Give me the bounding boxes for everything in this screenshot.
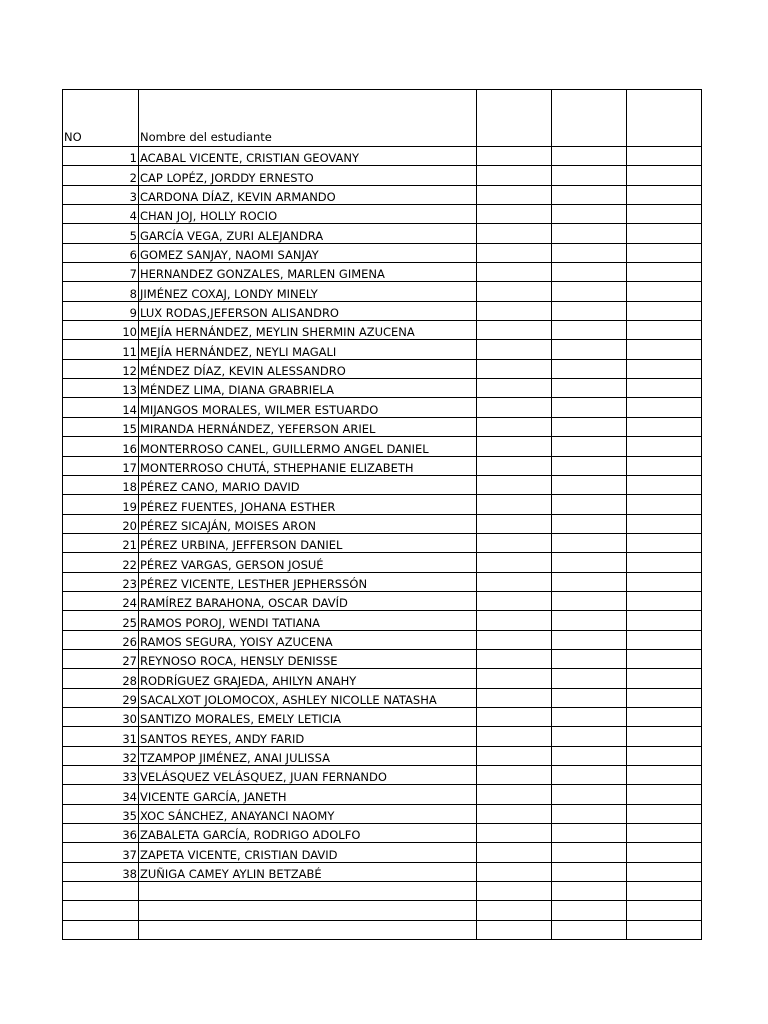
- blank-cell: [627, 824, 702, 843]
- header-student-name: Nombre del estudiante: [139, 90, 477, 147]
- blank-cell: [552, 669, 627, 688]
- table-row: [63, 572, 702, 591]
- student-name: PÉREZ CANO, MARIO DAVID: [139, 475, 477, 494]
- student-number: 28: [63, 669, 139, 688]
- blank-cell: [477, 727, 552, 746]
- student-name: MIJANGOS MORALES, WILMER ESTUARDO: [139, 398, 477, 417]
- blank-cell: [627, 456, 702, 475]
- blank-cell: [552, 862, 627, 881]
- student-name: TZAMPOP JIMÉNEZ, ANAI JULISSA: [139, 746, 477, 765]
- blank-cell: [627, 495, 702, 514]
- blank-cell: [552, 727, 627, 746]
- blank-cell: [627, 649, 702, 668]
- blank-cell: [552, 572, 627, 591]
- table-row: [63, 804, 702, 823]
- table-row: [63, 688, 702, 707]
- student-name: RODRÍGUEZ GRAJEDA, AHILYN ANAHY: [139, 669, 477, 688]
- header-blank-column: [552, 90, 627, 147]
- blank-cell: [477, 417, 552, 436]
- blank-cell: [627, 533, 702, 552]
- student-name: ZAPETA VICENTE, CRISTIAN DAVID: [139, 843, 477, 862]
- student-number: 26: [63, 630, 139, 649]
- student-name: VELÁSQUEZ VELÁSQUEZ, JUAN FERNANDO: [139, 766, 477, 785]
- blank-cell: [552, 901, 627, 920]
- student-number: 11: [63, 340, 139, 359]
- table-row: [63, 882, 702, 901]
- student-name: PÉREZ FUENTES, JOHANA ESTHER: [139, 495, 477, 514]
- blank-cell: [552, 437, 627, 456]
- blank-cell: [477, 514, 552, 533]
- blank-cell: [477, 862, 552, 881]
- blank-cell: [477, 611, 552, 630]
- blank-cell: [627, 746, 702, 765]
- table-row: [63, 359, 702, 378]
- blank-cell: [627, 804, 702, 823]
- student-number: 27: [63, 649, 139, 668]
- blank-cell: [627, 572, 702, 591]
- blank-cell: [477, 224, 552, 243]
- blank-cell: [627, 862, 702, 881]
- blank-cell: [477, 901, 552, 920]
- blank-cell: [477, 669, 552, 688]
- student-number: [63, 920, 139, 939]
- table-row: [63, 224, 702, 243]
- student-name: LUX RODAS,JEFERSON ALISANDRO: [139, 301, 477, 320]
- table-row: [63, 282, 702, 301]
- student-name: PÉREZ VARGAS, GERSON JOSUÉ: [139, 553, 477, 572]
- blank-cell: [477, 456, 552, 475]
- student-number: 33: [63, 766, 139, 785]
- blank-cell: [627, 437, 702, 456]
- student-name: RAMÍREZ BARAHONA, OSCAR DAVÍD: [139, 591, 477, 610]
- student-name: MÉNDEZ LIMA, DIANA GRABRIELA: [139, 379, 477, 398]
- table-row: [63, 321, 702, 340]
- blank-cell: [552, 746, 627, 765]
- blank-cell: [552, 630, 627, 649]
- student-name: PÉREZ SICAJÁN, MOISES ARON: [139, 514, 477, 533]
- student-number: 30: [63, 707, 139, 726]
- blank-cell: [627, 611, 702, 630]
- table-row: [63, 243, 702, 262]
- student-number: 18: [63, 475, 139, 494]
- blank-cell: [477, 321, 552, 340]
- blank-cell: [477, 495, 552, 514]
- blank-cell: [477, 263, 552, 282]
- blank-cell: [552, 882, 627, 901]
- blank-cell: [627, 630, 702, 649]
- blank-cell: [552, 533, 627, 552]
- blank-cell: [627, 669, 702, 688]
- student-name: CARDONA DÍAZ, KEVIN ARMANDO: [139, 185, 477, 204]
- student-number: 16: [63, 437, 139, 456]
- blank-cell: [477, 185, 552, 204]
- blank-cell: [627, 301, 702, 320]
- student-number: 38: [63, 862, 139, 881]
- table-row: [63, 727, 702, 746]
- blank-cell: [552, 301, 627, 320]
- blank-cell: [627, 282, 702, 301]
- table-row: [63, 785, 702, 804]
- header-no: NO: [63, 90, 139, 147]
- blank-cell: [627, 707, 702, 726]
- table-row: [63, 553, 702, 572]
- table-row: [63, 824, 702, 843]
- blank-cell: [552, 205, 627, 224]
- student-number: 23: [63, 572, 139, 591]
- table-row: [63, 166, 702, 185]
- blank-cell: [552, 321, 627, 340]
- blank-cell: [552, 611, 627, 630]
- blank-cell: [477, 746, 552, 765]
- blank-cell: [627, 379, 702, 398]
- student-name: MIRANDA HERNÁNDEZ, YEFERSON ARIEL: [139, 417, 477, 436]
- blank-cell: [552, 456, 627, 475]
- student-name: ZABALETA GARCÍA, RODRIGO ADOLFO: [139, 824, 477, 843]
- blank-cell: [477, 785, 552, 804]
- blank-cell: [627, 417, 702, 436]
- student-number: 20: [63, 514, 139, 533]
- table-row: [63, 514, 702, 533]
- student-name: MEJÍA HERNÁNDEZ, MEYLIN SHERMIN AZUCENA: [139, 321, 477, 340]
- student-name: CHAN JOJ, HOLLY ROCIO: [139, 205, 477, 224]
- table-row: [63, 630, 702, 649]
- blank-cell: [627, 359, 702, 378]
- blank-cell: [627, 205, 702, 224]
- blank-cell: [627, 185, 702, 204]
- blank-cell: [477, 553, 552, 572]
- blank-cell: [552, 707, 627, 726]
- table-row: [63, 843, 702, 862]
- table-row: [63, 611, 702, 630]
- table-row: [63, 398, 702, 417]
- blank-cell: [552, 243, 627, 262]
- student-number: 29: [63, 688, 139, 707]
- student-name: CAP LOPÉZ, JORDDY ERNESTO: [139, 166, 477, 185]
- table-row: [63, 456, 702, 475]
- student-name: PÉREZ VICENTE, LESTHER JEPHERSSÓN: [139, 572, 477, 591]
- student-number: 34: [63, 785, 139, 804]
- blank-cell: [552, 649, 627, 668]
- blank-cell: [477, 437, 552, 456]
- blank-cell: [477, 630, 552, 649]
- blank-cell: [627, 340, 702, 359]
- blank-cell: [552, 417, 627, 436]
- blank-cell: [477, 843, 552, 862]
- student-name: RAMOS POROJ, WENDI TATIANA: [139, 611, 477, 630]
- student-number: 2: [63, 166, 139, 185]
- table-row: [63, 862, 702, 881]
- blank-cell: [627, 727, 702, 746]
- blank-cell: [552, 804, 627, 823]
- blank-cell: [477, 920, 552, 939]
- student-list-table: [62, 89, 702, 940]
- student-name: JIMÉNEZ COXAJ, LONDY MINELY: [139, 282, 477, 301]
- header-blank-column: [627, 90, 702, 147]
- student-number: 10: [63, 321, 139, 340]
- student-number: 35: [63, 804, 139, 823]
- blank-cell: [627, 843, 702, 862]
- student-name: [139, 901, 477, 920]
- blank-cell: [552, 785, 627, 804]
- student-number: 12: [63, 359, 139, 378]
- blank-cell: [552, 185, 627, 204]
- table-row: [63, 591, 702, 610]
- table-row: [63, 533, 702, 552]
- blank-cell: [552, 224, 627, 243]
- student-name: GARCÍA VEGA, ZURI ALEJANDRA: [139, 224, 477, 243]
- blank-cell: [627, 514, 702, 533]
- student-number: 9: [63, 301, 139, 320]
- student-name: MEJÍA HERNÁNDEZ, NEYLI MAGALI: [139, 340, 477, 359]
- blank-cell: [552, 263, 627, 282]
- blank-cell: [627, 475, 702, 494]
- student-number: 3: [63, 185, 139, 204]
- table-row: [63, 766, 702, 785]
- student-number: 17: [63, 456, 139, 475]
- table-row: [63, 707, 702, 726]
- blank-cell: [477, 205, 552, 224]
- student-number: 1: [63, 147, 139, 166]
- blank-cell: [477, 379, 552, 398]
- blank-cell: [552, 766, 627, 785]
- blank-cell: [627, 688, 702, 707]
- student-number: 36: [63, 824, 139, 843]
- table-row: [63, 340, 702, 359]
- blank-cell: [477, 475, 552, 494]
- table-row: [63, 301, 702, 320]
- student-name: ZUÑIGA CAMEY AYLIN BETZABÉ: [139, 862, 477, 881]
- blank-cell: [627, 591, 702, 610]
- blank-cell: [477, 147, 552, 166]
- blank-cell: [552, 495, 627, 514]
- student-number: 22: [63, 553, 139, 572]
- blank-cell: [477, 359, 552, 378]
- blank-cell: [627, 398, 702, 417]
- student-name: RAMOS SEGURA, YOISY AZUCENA: [139, 630, 477, 649]
- student-name: VICENTE GARCÍA, JANETH: [139, 785, 477, 804]
- blank-cell: [477, 398, 552, 417]
- student-number: 15: [63, 417, 139, 436]
- blank-cell: [627, 766, 702, 785]
- table-row: [63, 920, 702, 939]
- blank-cell: [627, 224, 702, 243]
- blank-cell: [627, 901, 702, 920]
- student-name: [139, 882, 477, 901]
- blank-cell: [477, 166, 552, 185]
- student-number: 4: [63, 205, 139, 224]
- table-row: [63, 495, 702, 514]
- blank-cell: [552, 166, 627, 185]
- student-name: XOC SÁNCHEZ, ANAYANCI NAOMY: [139, 804, 477, 823]
- student-number: 13: [63, 379, 139, 398]
- blank-cell: [627, 243, 702, 262]
- student-number: [63, 901, 139, 920]
- blank-cell: [477, 882, 552, 901]
- blank-cell: [627, 882, 702, 901]
- table-row: [63, 379, 702, 398]
- blank-cell: [477, 301, 552, 320]
- blank-cell: [477, 824, 552, 843]
- student-number: 7: [63, 263, 139, 282]
- blank-cell: [552, 147, 627, 166]
- blank-cell: [552, 359, 627, 378]
- student-number: [63, 882, 139, 901]
- student-number: 8: [63, 282, 139, 301]
- student-number: 14: [63, 398, 139, 417]
- blank-cell: [477, 282, 552, 301]
- table-row: [63, 437, 702, 456]
- student-name: PÉREZ URBINA, JEFFERSON DANIEL: [139, 533, 477, 552]
- student-number: 32: [63, 746, 139, 765]
- blank-cell: [477, 243, 552, 262]
- blank-cell: [477, 572, 552, 591]
- student-number: 24: [63, 591, 139, 610]
- student-number: 21: [63, 533, 139, 552]
- blank-cell: [477, 649, 552, 668]
- table-row: [63, 669, 702, 688]
- blank-cell: [552, 379, 627, 398]
- blank-cell: [552, 553, 627, 572]
- blank-cell: [627, 553, 702, 572]
- blank-cell: [477, 533, 552, 552]
- blank-cell: [627, 785, 702, 804]
- table-row: [63, 147, 702, 166]
- table-row: [63, 901, 702, 920]
- student-number: 31: [63, 727, 139, 746]
- student-number: 19: [63, 495, 139, 514]
- table-row: [63, 417, 702, 436]
- student-name: SANTIZO MORALES, EMELY LETICIA: [139, 707, 477, 726]
- blank-cell: [552, 824, 627, 843]
- student-name: REYNOSO ROCA, HENSLY DENISSE: [139, 649, 477, 668]
- student-number: 5: [63, 224, 139, 243]
- table-row: [63, 263, 702, 282]
- student-number: 37: [63, 843, 139, 862]
- blank-cell: [627, 166, 702, 185]
- blank-cell: [627, 920, 702, 939]
- student-name: HERNANDEZ GONZALES, MARLEN GIMENA: [139, 263, 477, 282]
- header-blank-column: [477, 90, 552, 147]
- blank-cell: [627, 263, 702, 282]
- student-name: MONTERROSO CHUTÁ, STHEPHANIE ELIZABETH: [139, 456, 477, 475]
- blank-cell: [477, 707, 552, 726]
- blank-cell: [552, 688, 627, 707]
- blank-cell: [627, 321, 702, 340]
- blank-cell: [552, 282, 627, 301]
- student-name: SACALXOT JOLOMOCOX, ASHLEY NICOLLE NATASHA: [139, 688, 477, 707]
- student-number: 6: [63, 243, 139, 262]
- student-name: GOMEZ SANJAY, NAOMI SANJAY: [139, 243, 477, 262]
- student-name: ACABAL VICENTE, CRISTIAN GEOVANY: [139, 147, 477, 166]
- blank-cell: [477, 591, 552, 610]
- blank-cell: [477, 766, 552, 785]
- blank-cell: [552, 514, 627, 533]
- blank-cell: [477, 688, 552, 707]
- blank-cell: [552, 398, 627, 417]
- blank-cell: [627, 147, 702, 166]
- table-row: [63, 746, 702, 765]
- blank-cell: [477, 804, 552, 823]
- blank-cell: [552, 843, 627, 862]
- blank-cell: [552, 591, 627, 610]
- student-name: MÉNDEZ DÍAZ, KEVIN ALESSANDRO: [139, 359, 477, 378]
- blank-cell: [552, 475, 627, 494]
- student-name: MONTERROSO CANEL, GUILLERMO ANGEL DANIEL: [139, 437, 477, 456]
- table-row: [63, 475, 702, 494]
- blank-cell: [552, 920, 627, 939]
- table-row: [63, 185, 702, 204]
- student-name: SANTOS REYES, ANDY FARID: [139, 727, 477, 746]
- student-number: 25: [63, 611, 139, 630]
- header-row: [63, 90, 702, 147]
- blank-cell: [477, 340, 552, 359]
- blank-cell: [552, 340, 627, 359]
- table-row: [63, 649, 702, 668]
- table-row: [63, 205, 702, 224]
- student-name: [139, 920, 477, 939]
